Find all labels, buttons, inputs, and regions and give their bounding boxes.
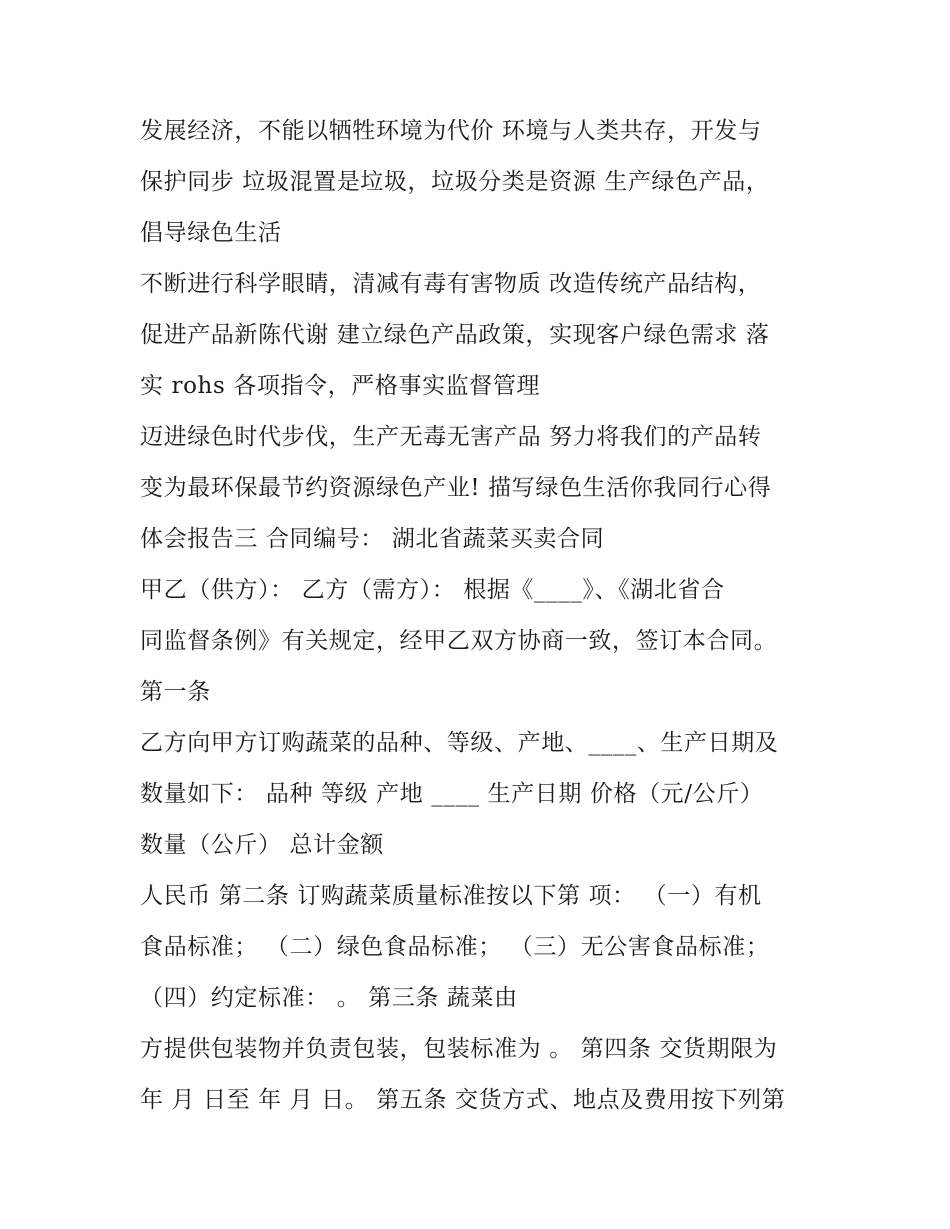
text-line: 年 月 日至 年 月 日。 第五条 交货方式、地点及费用按下列第 <box>140 1087 786 1113</box>
text-line: 食品标准； （二）绿色食品标准； （三）无公害食品标准； <box>140 934 770 960</box>
text-line: 促进产品新陈代谢 建立绿色产品政策，实现客户绿色需求 落 <box>140 322 770 348</box>
text-line: 数量（公斤） 总计金额 <box>140 832 384 858</box>
text-line: 不断进行科学眼睛，清减有毒有害物质 改造传统产品结构， <box>140 271 762 297</box>
text-line: 数量如下： 品种 等级 产地 ____ 生产日期 价格（元/公斤） <box>140 781 764 807</box>
text-line: （四）约定标准： 。 第三条 蔬菜由 <box>140 985 518 1011</box>
text-line: 同监督条例》有关规定，经甲乙双方协商一致，签订本合同。 <box>140 628 778 654</box>
text-line: 甲乙（供方）： 乙方（需方）： 根据《____》、《湖北省合 <box>140 577 725 603</box>
text-line: 体会报告三 合同编号： 湖北省蔬菜买卖合同 <box>140 526 605 552</box>
text-line: 第一条 <box>140 679 211 705</box>
text-line: 人民币 第二条 订购蔬菜质量标准按以下第 项： （一）有机 <box>140 883 762 909</box>
document-body <box>140 106 820 1126</box>
text-line: 变为最环保最节约资源绿色产业! 描写绿色生活你我同行心得 <box>140 475 772 501</box>
text-line: 迈进绿色时代步伐，生产无毒无害产品 努力将我们的产品转 <box>140 424 762 450</box>
text-line: 实 rohs 各项指令，严格事实监督管理 <box>140 373 541 399</box>
text-line: 方提供包装物并负责包装，包装标准为 。 第四条 交货期限为 <box>140 1036 778 1062</box>
text-line: 倡导绿色生活 <box>140 220 282 246</box>
text-line: 保护同步 垃圾混置是垃圾，垃圾分类是资源 生产绿色产品， <box>140 169 770 195</box>
text-line: 发展经济，不能以牺牲环境为代价 环境与人类共存，开发与 <box>140 118 762 144</box>
text-line: 乙方向甲方订购蔬菜的品种、等级、产地、____、生产日期及 <box>140 730 779 756</box>
